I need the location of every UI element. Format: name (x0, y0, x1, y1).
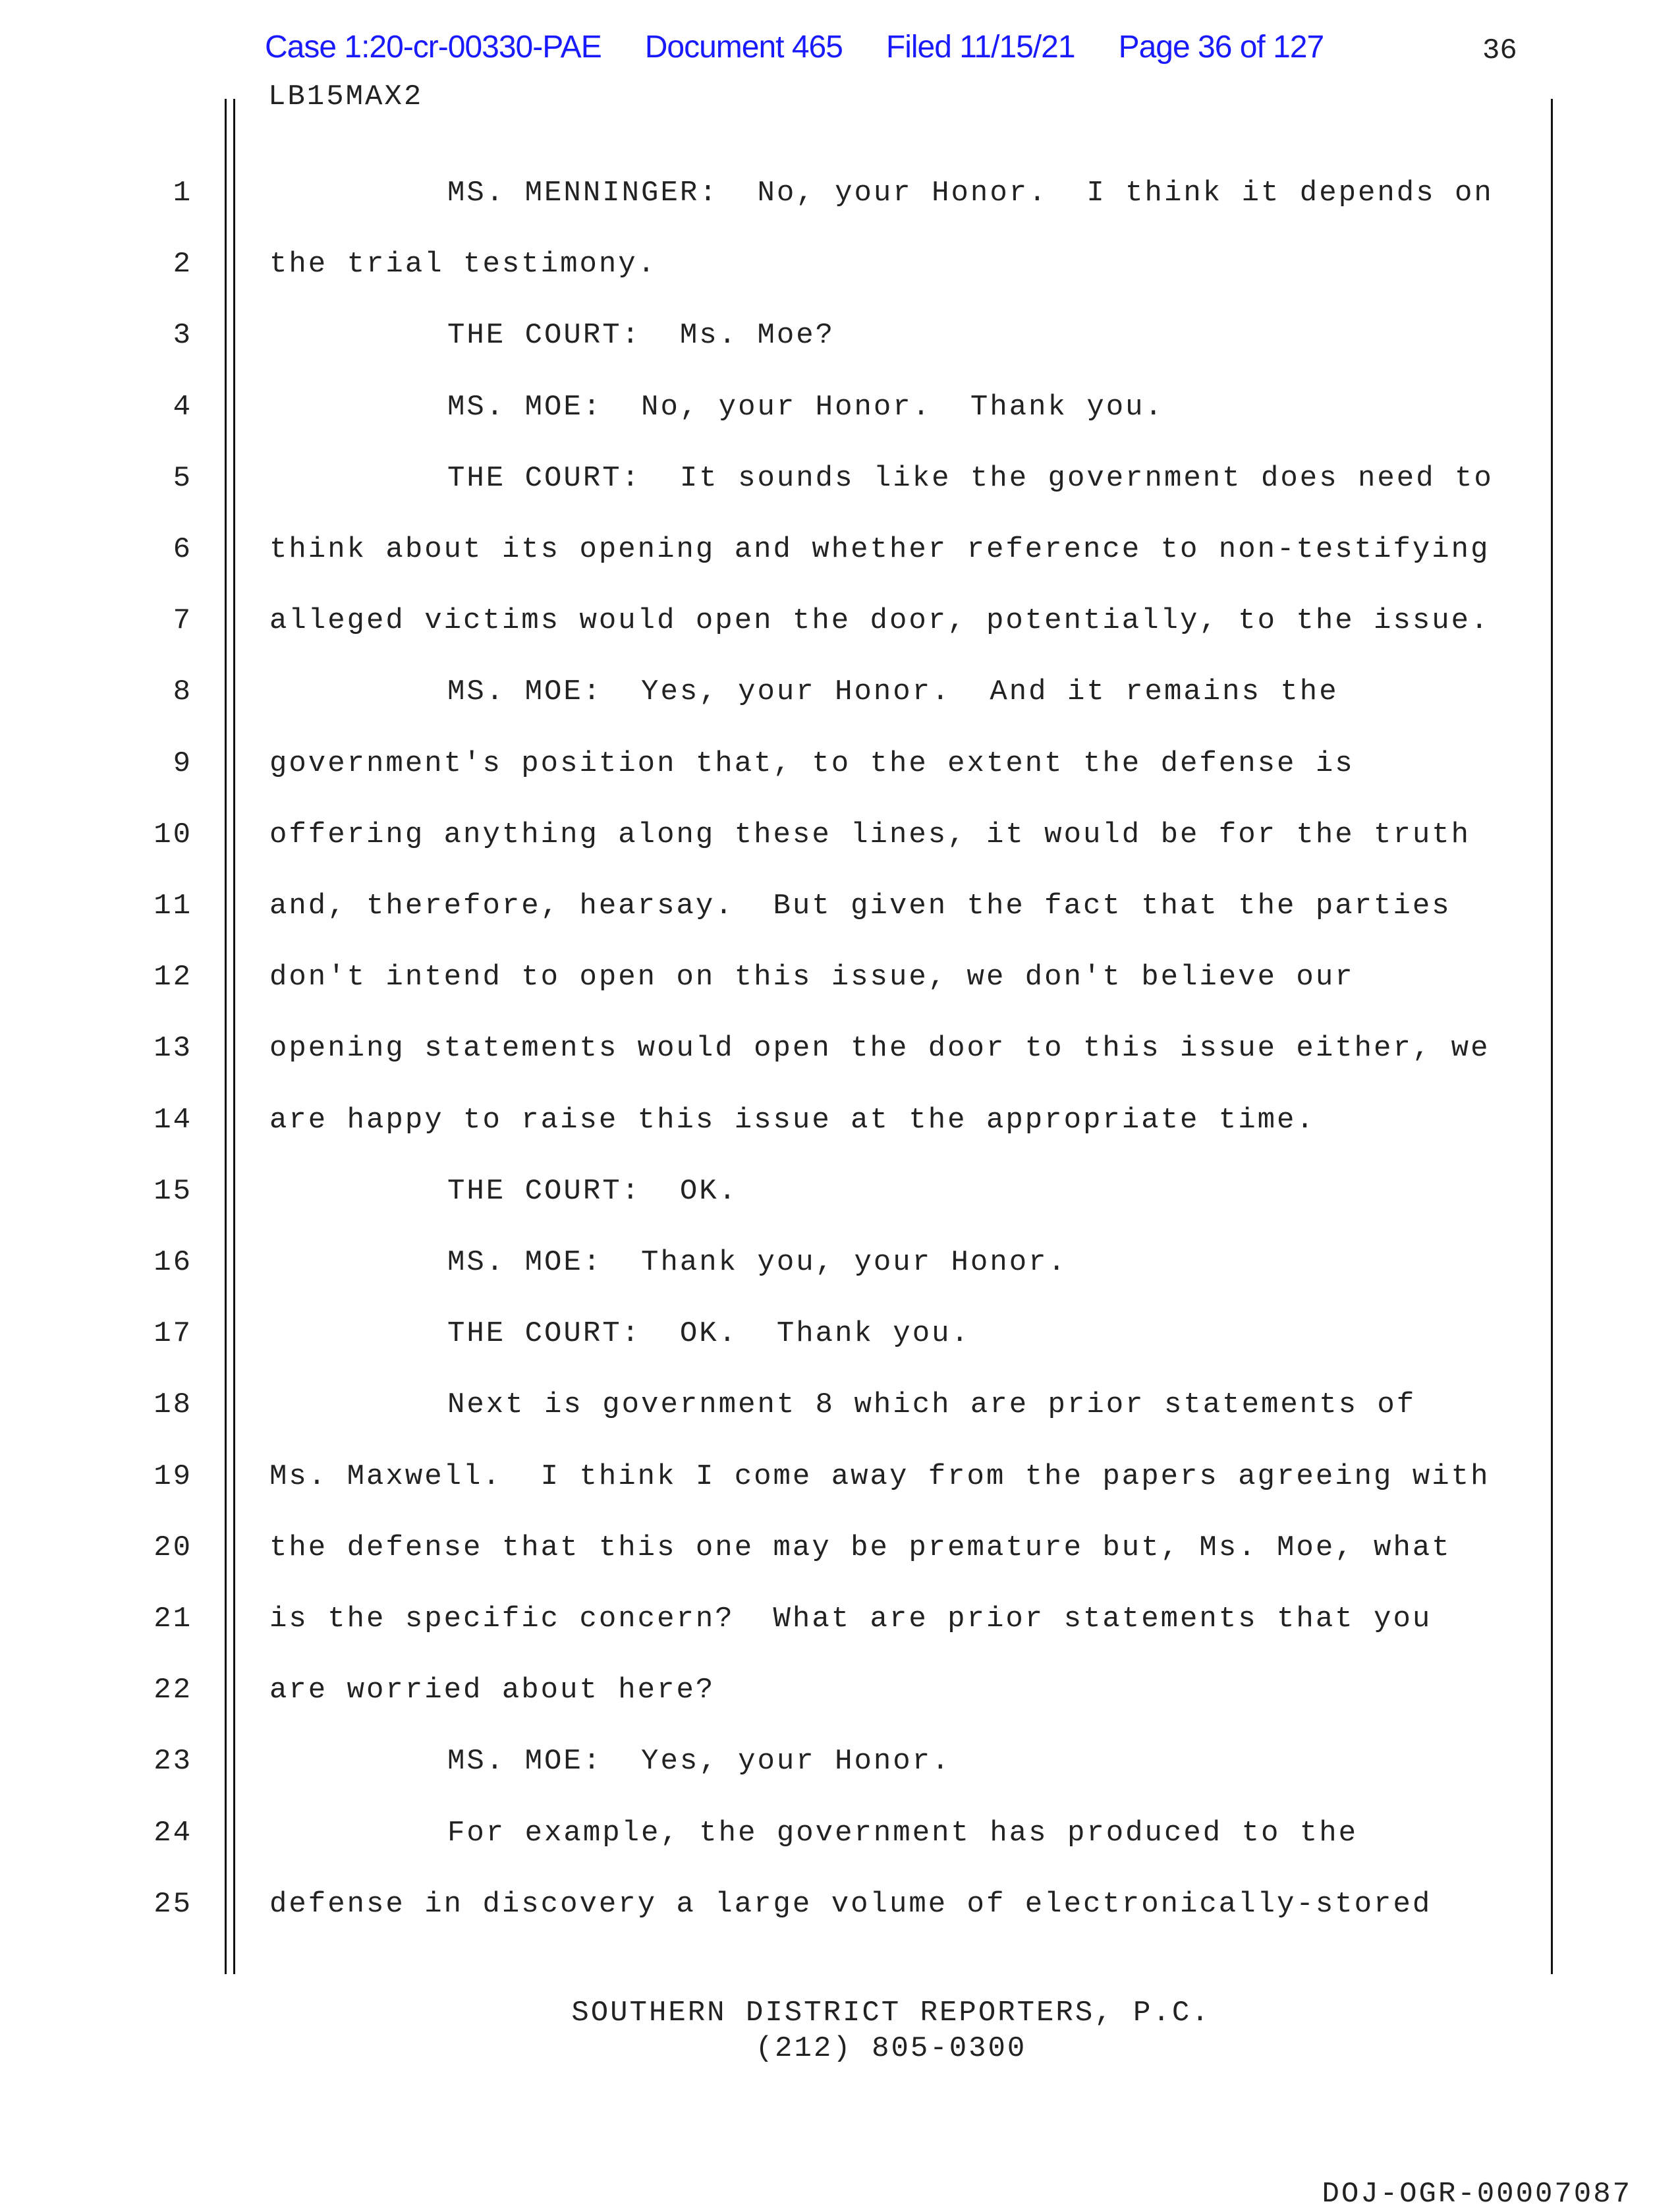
document-number: Document 465 (644, 30, 843, 65)
bates-number: DOJ-OGR-00007087 (1322, 2178, 1632, 2211)
line-number: 5 (173, 461, 192, 495)
transcript-line: offering anything along these lines, it would be for the truth (269, 818, 1471, 851)
line-number: 2 (173, 248, 192, 281)
transcript-line: the defense that this one may be premature but, Ms. Moe, what (269, 1531, 1451, 1564)
transcript-line: don't intend to open on this issue, we don't believe our (269, 961, 1355, 994)
transcript-line: government's position that, to the extent the defense is (269, 747, 1355, 780)
transcript-line: THE COURT: OK. (447, 1174, 739, 1208)
line-number: 15 (154, 1174, 192, 1208)
line-number: 16 (154, 1246, 192, 1279)
transcript-line: alleged victims would open the door, potentially, to the issue. (269, 604, 1490, 638)
line-number: 24 (154, 1816, 192, 1850)
transcript-code: LB15MAX2 (268, 80, 424, 113)
line-number: 19 (154, 1460, 192, 1493)
transcript-line: Ms. Maxwell. I think I come away from the papers agreeing with (269, 1460, 1490, 1493)
line-number: 1 (173, 177, 192, 210)
line-number: 25 (154, 1887, 192, 1921)
left-margin-line-outer (225, 99, 227, 1974)
filed-date: Filed 11/15/21 (885, 30, 1075, 65)
line-number: 8 (173, 675, 192, 709)
filing-header (265, 29, 1367, 65)
transcript-line: MS. MOE: No, your Honor. Thank you. (447, 390, 1164, 424)
reporter-phone: (212) 805-0300 (755, 2032, 1027, 2065)
line-number: 23 (154, 1745, 192, 1778)
line-number: 7 (173, 604, 192, 638)
line-number: 3 (173, 319, 192, 353)
line-number: 12 (154, 961, 192, 994)
transcript-line: are worried about here? (269, 1674, 715, 1707)
line-number: 14 (154, 1103, 192, 1137)
line-number: 21 (154, 1602, 192, 1635)
line-number: 18 (154, 1388, 192, 1422)
transcript-line: the trial testimony. (269, 248, 658, 281)
line-number: 11 (154, 890, 192, 922)
transcript-line: opening statements would open the door to this issue either, we (269, 1032, 1490, 1065)
transcript-line: For example, the government has produced to the (447, 1816, 1358, 1850)
transcript-line: THE COURT: It sounds like the government does need to (447, 461, 1494, 495)
page-number: 36 (1482, 34, 1517, 67)
line-number: 22 (154, 1674, 192, 1707)
transcript-line: defense in discovery a large volume of electronically-stored (269, 1887, 1432, 1921)
left-margin-line-inner (233, 99, 235, 1974)
line-number: 17 (154, 1317, 192, 1351)
transcript-line: is the specific concern? What are prior statements that you (269, 1602, 1432, 1635)
line-number: 9 (173, 747, 192, 780)
line-number: 6 (173, 533, 192, 566)
line-number: 20 (154, 1531, 192, 1564)
transcript-line: THE COURT: Ms. Moe? (447, 319, 835, 353)
transcript-line: MS. MOE: Yes, your Honor. (447, 1745, 951, 1778)
page-of-total: Page 36 of 127 (1118, 30, 1324, 65)
reporter-name: SOUTHERN DISTRICT REPORTERS, P.C. (571, 1997, 1211, 2029)
case-number: Case 1:20-cr-00330-PAE (265, 30, 602, 65)
transcript-line: MS. MENNINGER: No, your Honor. I think it depends on (447, 177, 1494, 210)
line-number: 10 (154, 818, 192, 851)
right-margin-line (1551, 99, 1553, 1974)
transcript-line: THE COURT: OK. Thank you. (447, 1317, 970, 1351)
transcript-line: are happy to raise this issue at the appropriate time. (269, 1103, 1316, 1137)
transcript-line: think about its opening and whether reference to non-testifying (269, 533, 1490, 566)
line-number: 13 (154, 1032, 192, 1065)
line-number: 4 (173, 390, 192, 424)
transcript-line: MS. MOE: Yes, your Honor. And it remains the (447, 675, 1339, 709)
transcript-line: and, therefore, hearsay. But given the fact that the parties (269, 890, 1451, 922)
transcript-line: Next is government 8 which are prior statements of (447, 1388, 1416, 1422)
transcript-line: MS. MOE: Thank you, your Honor. (447, 1246, 1067, 1279)
